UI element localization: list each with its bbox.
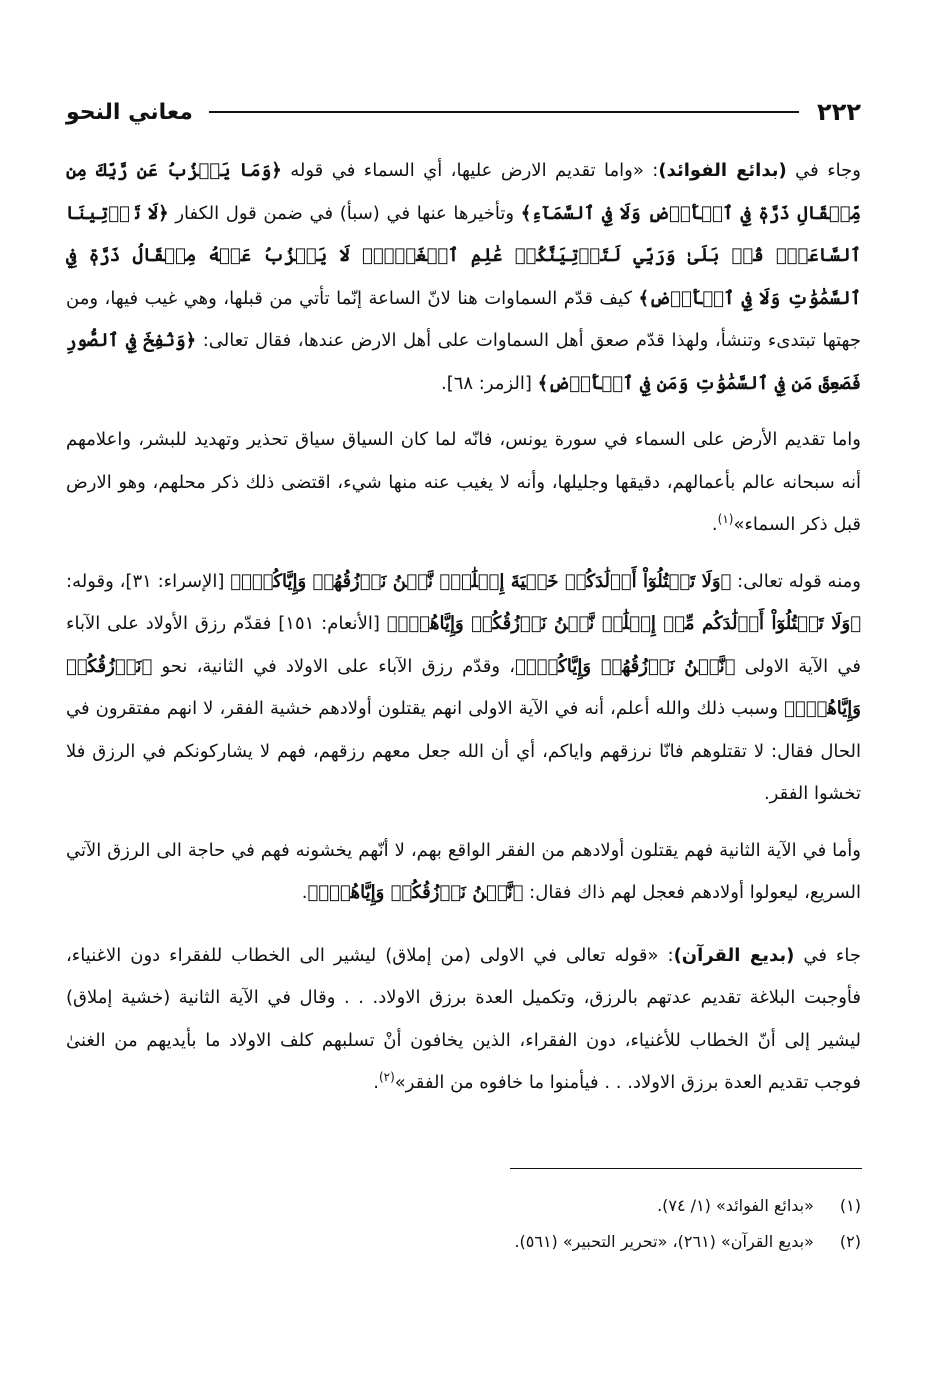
text-segment: وجاء في <box>786 160 861 181</box>
text-segment: . <box>711 514 718 535</box>
text-segment: واما تقديم الأرض على السماء في سورة يونس، فانّه لما كان السياق سياق تحذير وتهديد للبشر، واعلامهم أنه سبحانه عالم بأعمالهم، دقيقها وجليلها، وأنه لا يغيب عنه منها شيء، اقتضى ذلك ذكر محلهم، وهو الارض قبل ذكر السماء» <box>66 429 861 535</box>
text-segment: : «قوله تعالى في الاولى (من إملاق) ليشير الى الخطاب للفقراء دون الاغنياء، فأوجبت البلاغة تقديم عدتهم بالرزق، وتكميل العدة برزق الاولاد. . . وقال في الآية الثانية (خشية إملاق) ليشير إلى أنّ الخطاب للأغنياء، دون الفقراء، الذين يخافون أنْ تسلبهم كلف الاولاد ما بأيديهم من الغنىٰ فوجب تقديم العدة برزق الاولاد. . . فيأمنوا ما خافوه من الفقر» <box>66 944 861 1093</box>
quran-verse: ﴿نَرۡزُقُكُمۡ وَإِيَّاهُمۡۖ﴾ <box>66 655 861 719</box>
footnote-text: «بدائع الفوائد» (١/ ٧٤). <box>657 1196 814 1215</box>
header-rule <box>209 111 799 113</box>
quran-verse: ﴿لَا تَأۡتِينَا ٱلسَّاعَةُۖ قُلۡ بَلَىٰ وَرَبِّي لَتَأۡتِيَنَّكُمۡ عَٰلِمِ ٱلۡغَيۡبِۖ لَا يَعۡزُبُ عَنۡهُ مِثۡقَالُ ذَرَّةٖ فِي ٱلسَّمَٰوَٰتِ وَلَا فِي ٱلۡأَرۡضِ﴾ <box>66 202 861 309</box>
paragraph <box>66 150 861 405</box>
text-segment: . <box>373 1072 379 1093</box>
paragraph <box>66 419 861 547</box>
paragraph <box>66 830 861 915</box>
text-segment: : «واما تقديم الارض عليها، أي السماء في قوله <box>281 160 659 181</box>
footnote-number: (١) <box>839 1196 861 1215</box>
footnote-text: «بديع القرآن» (٢٦١)، «تحرير التحبير» (٥٦١). <box>514 1232 814 1251</box>
paragraph <box>66 561 861 816</box>
text-segment: وأما في الآية الثانية فهم يقتلون أولادهم من الفقر الواقع بهم، لا أنّهم يخشونه فهم في حاجة الى الرزق الآتي السريع، ليعولوا أولادهم فعجل لهم ذاك فقال: <box>66 839 861 903</box>
quran-verse: ﴿وَمَا يَعۡزُبُ عَن رَّبِّكَ مِن مِّثۡقَالِ ذَرَّةٖ فِي ٱلۡأَرۡضِ وَلَا فِي ٱلسَّمَآءِ﴾ <box>66 160 861 224</box>
source-title: (بدائع الفوائد) <box>658 160 787 181</box>
text-segment: وتأخيرها عنها في (سبأ) في ضمن قول الكفار <box>168 202 521 224</box>
quran-verse: ﴿نَّحۡنُ نَرۡزُقُهُمۡ وَإِيَّاكُمۡۚ﴾ <box>515 655 736 677</box>
text-segment: [الإسراء: ٣١]، وقوله: <box>66 570 231 592</box>
footnote-ref: (١) <box>717 512 734 526</box>
text-segment: ، وقدّم رزق الآباء على الاولاد في الثانية، نحو <box>152 655 516 677</box>
main-text <box>66 150 861 1119</box>
paragraph <box>66 935 861 1105</box>
text-segment: كيف قدّم السماوات هنا لانّ الساعة إنّما تأتي من قبلها، وهي غيب فيها، ومن جهتها تبتدىء وتنشأ، ولهذا قدّم صعق أهل السماوات على أهل الارض عندها، فقال تعالى: <box>66 287 861 351</box>
footnote-ref: (٢) <box>378 1070 395 1084</box>
quran-verse: ﴿نَّحۡنُ نَرۡزُقُكُمۡ وَإِيَّاهُمۡۖ﴾ <box>307 882 524 903</box>
text-segment: . <box>301 882 308 903</box>
text-segment: [الزمر: ٦٨]. <box>440 372 538 394</box>
source-title: (بديع القرآن) <box>673 944 795 966</box>
page-header <box>66 92 861 132</box>
quran-verse: ﴿وَنُفِخَ فِي ٱلصُّورِ فَصَعِقَ مَن فِي ٱلسَّمَٰوَٰتِ وَمَن فِي ٱلۡأَرۡضِ﴾ <box>66 330 861 394</box>
text-segment: جاء في <box>794 944 861 966</box>
page-number: ٢٢٢ <box>817 98 861 126</box>
text-segment: وسبب ذلك والله أعلم، أنه في الآية الاولى انهم يقتلون أولادهم خشية الفقر، لا انهم مفتقرون في الحال فقال: لا تقتلوهم فانّا نرزقهم واياكم، أي أن الله جعل معهم رزقهم، فهم لا يشاركونكم في الرزق فلا تخشوا الفقر. <box>66 698 861 804</box>
quran-verse: ﴿وَلَا تَقۡتُلُوٓاْ أَوۡلَٰدَكُم مِّنۡ إِمۡلَٰقٖ نَّحۡنُ نَرۡزُقُكُمۡ وَإِيَّاهُمۡۖ﴾ <box>386 613 861 634</box>
footnote-number: (٢) <box>839 1232 861 1251</box>
footnote <box>66 1188 861 1224</box>
text-segment: [الأنعام: ١٥١] فقدّم رزق الأولاد على الآباء في الآية الاولى <box>66 613 861 677</box>
footnotes <box>66 1188 861 1260</box>
footnote <box>66 1224 861 1260</box>
text-segment: ومنه قوله تعالى: <box>731 570 861 592</box>
book-title: معاني النحو <box>66 99 193 125</box>
quran-verse: ﴿وَلَا تَقۡتُلُوٓاْ أَوۡلَٰدَكُمۡ خَشۡيَةَ إِمۡلَٰقٖۖ نَّحۡنُ نَرۡزُقُهُمۡ وَإِيَّاكُمۡۚ﴾ <box>230 570 732 592</box>
footnote-divider <box>510 1168 862 1169</box>
